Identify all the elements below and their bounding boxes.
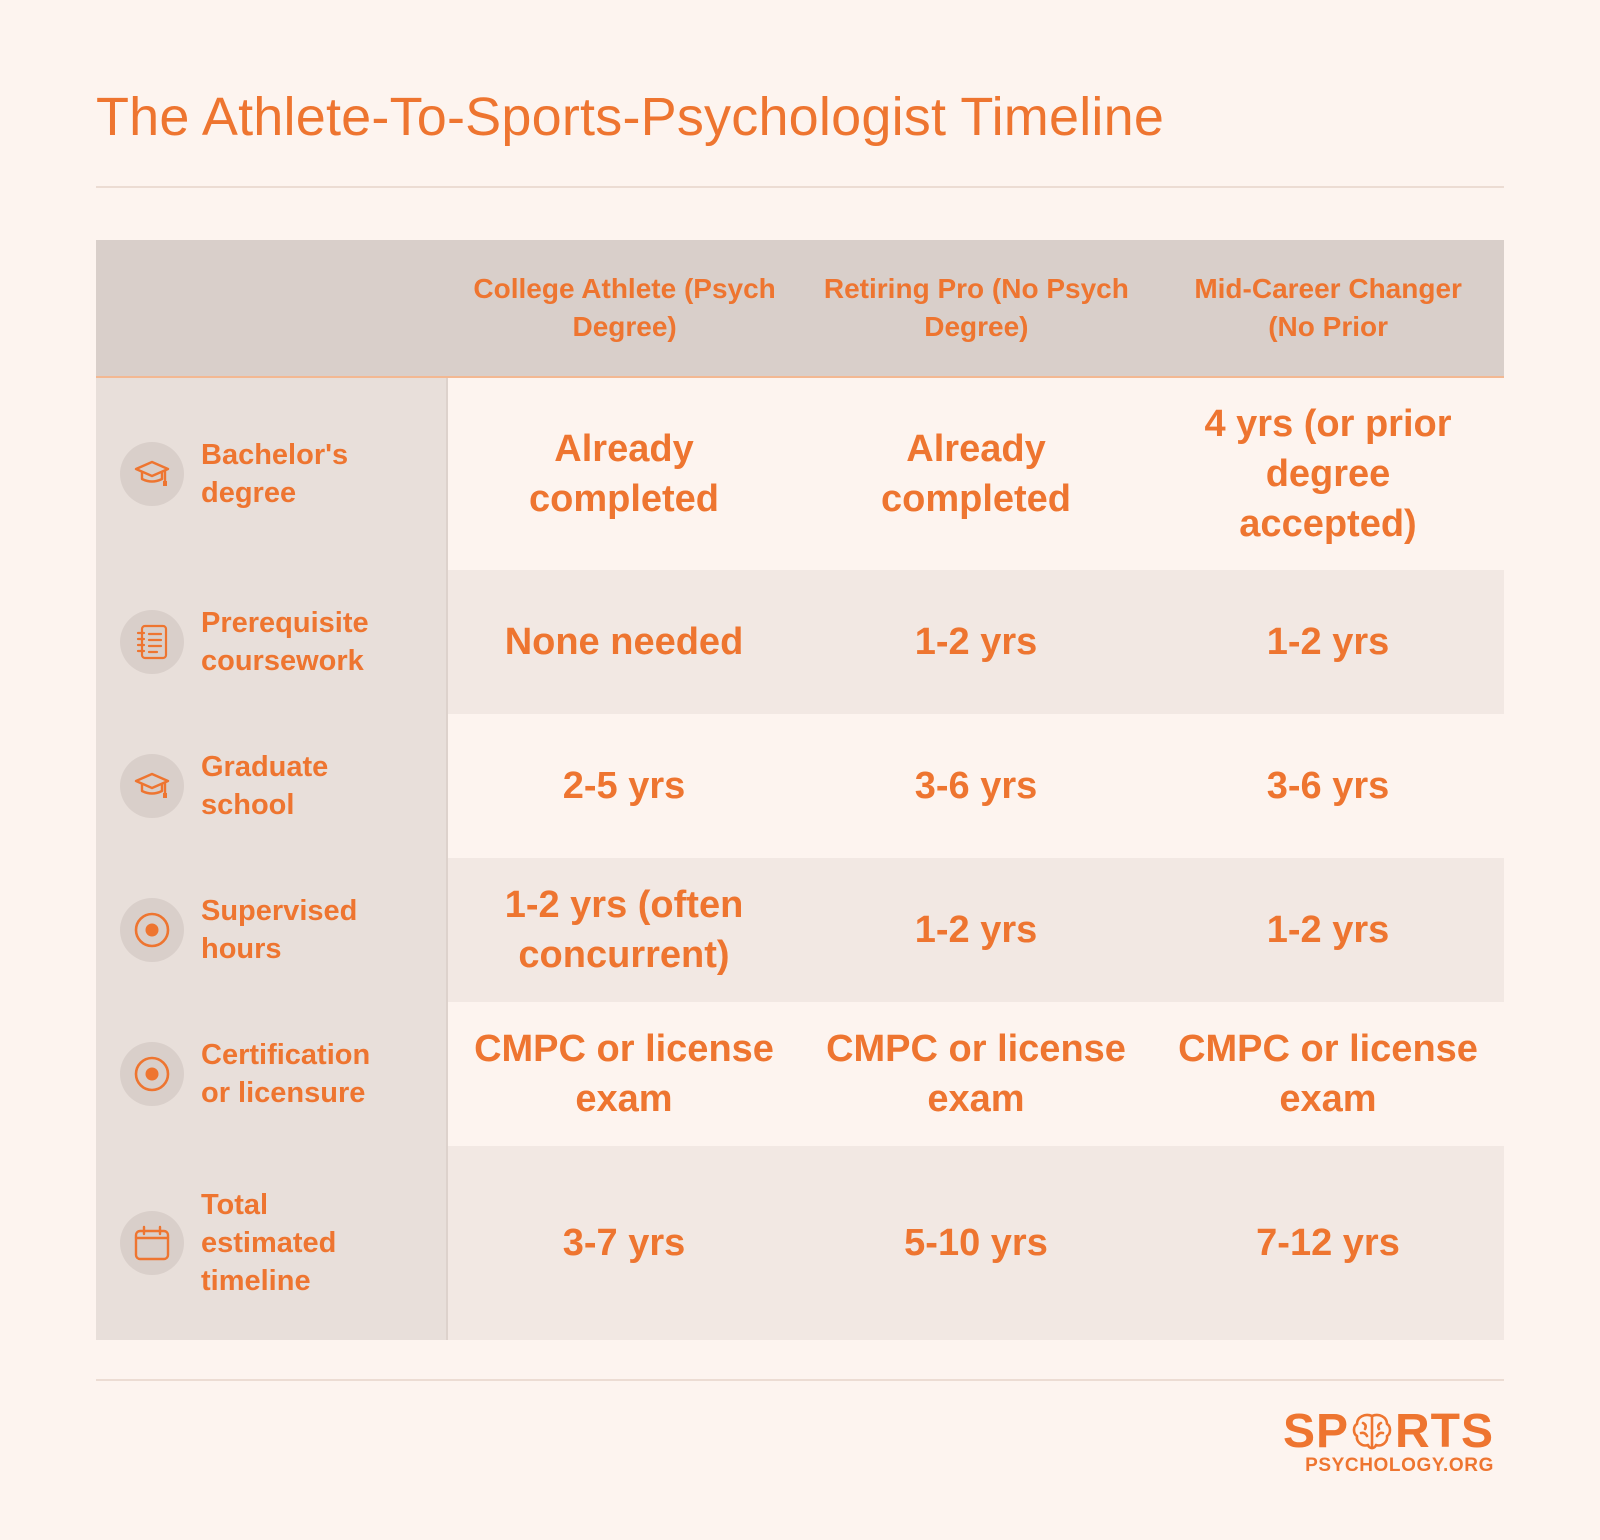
table-cell: Already completed [448,378,800,570]
table-cell: 7-12 yrs [1152,1146,1504,1340]
page-title: The Athlete-To-Sports-Psychologist Timeline [96,87,1165,147]
column-header-retiring-pro: Retiring Pro (No Psych Degree) [823,273,1129,342]
table-cell: 1-2 yrs (often concurrent) [448,858,800,1002]
table-cell: Already completed [800,378,1152,570]
table-cell: 1-2 yrs [1152,858,1504,1002]
table-cell: 3-6 yrs [1152,714,1504,858]
table-cell: 1-2 yrs [1152,570,1504,714]
table-cell: 3-7 yrs [448,1146,800,1340]
table-cell: 2-5 yrs [448,714,800,858]
notebook-list-icon [120,610,184,674]
calendar-icon [120,1211,184,1275]
column-header-mid-career-changer: Mid-Career Changer (No Prior [1194,273,1462,342]
row-label: Supervised hours [201,895,358,965]
logo-wordmark-left: SP [1282,1405,1349,1458]
row-label: Bachelor's degree [201,439,349,509]
column-header-college-athlete: College Athlete (Psych Degree) [473,273,776,342]
table-row-bachelors-degree [96,378,1504,570]
row-label-cell [96,858,448,1002]
graduation-cap-icon [120,442,184,506]
row-label-cell [96,1146,448,1340]
table-cell: 5-10 yrs [800,1146,1152,1340]
table-row-total-estimated-timeline [96,1146,1504,1340]
row-label: Total estimated timeline [201,1189,337,1297]
bottom-divider [96,1379,1504,1381]
table-cell: CMPC or license exam [1152,1002,1504,1146]
table-cell: CMPC or license exam [800,1002,1152,1146]
target-icon [120,1042,184,1106]
row-label: Certification or licensure [201,1039,371,1109]
timeline-table [96,240,1504,1340]
table-cell: 4 yrs (or prior degree accepted) [1152,378,1504,570]
table-cell: None needed [448,570,800,714]
row-label: Graduate school [201,751,329,821]
row-label-cell [96,714,448,858]
table-row-prerequisite-coursework [96,570,1504,714]
sportspsychology-logo [1282,1405,1494,1476]
brain-icon [1350,1410,1394,1454]
logo-wordmark-right: RTS [1395,1405,1494,1458]
header-corner [96,240,449,376]
table-cell: CMPC or license exam [448,1002,800,1146]
table-header-row [96,240,1504,378]
row-label-cell [96,378,448,570]
row-label: Prerequisite coursework [201,607,369,677]
table-cell: 1-2 yrs [800,570,1152,714]
row-label-cell [96,1002,448,1146]
graduation-cap-icon [120,754,184,818]
table-cell: 1-2 yrs [800,858,1152,1002]
top-divider [96,186,1504,188]
table-row-certification-or-licensure [96,1002,1504,1146]
table-row-supervised-hours [96,858,1504,1002]
row-label-cell [96,570,448,714]
table-row-graduate-school [96,714,1504,858]
target-icon [120,898,184,962]
logo-subtitle: PSYCHOLOGY.ORG [1305,1455,1494,1476]
logo-wordmark [1282,1405,1494,1458]
table-cell: 3-6 yrs [800,714,1152,858]
